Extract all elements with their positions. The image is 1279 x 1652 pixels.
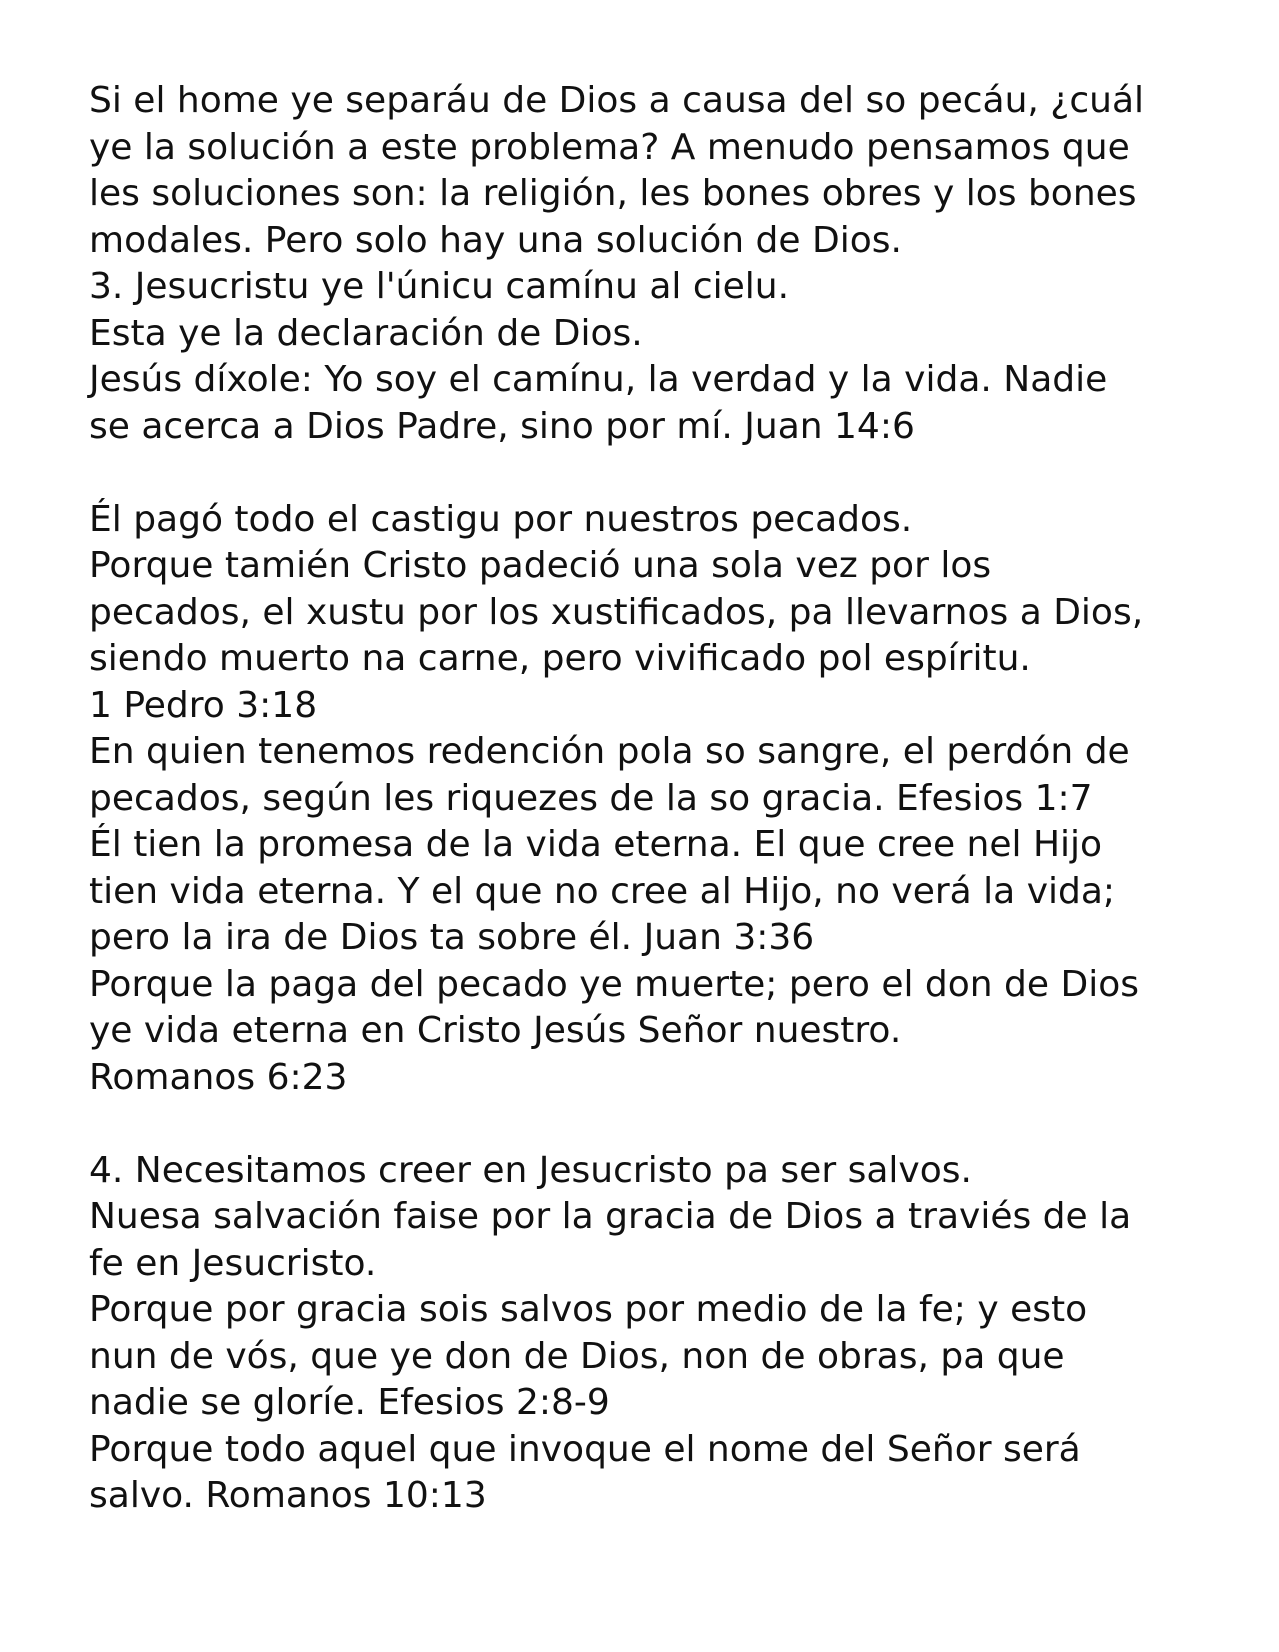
text-line: ye la solución a este problema? A menudo pensamos que — [89, 126, 1130, 168]
text-line: Él tien la promesa de la vida eterna. El que cree nel Hijo — [89, 824, 1103, 865]
text-line: pecados, según les riquezes de la so gracia. Efesios 1:7 — [89, 777, 1093, 819]
text-line: ye vida eterna en Cristo Jesús Señor nuestro. — [89, 1010, 902, 1051]
text-line: pecados, el xustu por los xustificados, pa llevarnos a Dios, — [89, 591, 1144, 633]
text-line: Porque todo aquel que invoque el nome del Señor será — [89, 1428, 1081, 1470]
text-line: tien vida eterna. Y el que no cree al Hijo, no verá la vida; — [89, 870, 1116, 912]
text-line: nun de vós, que ye don de Dios, non de obras, pa que — [89, 1335, 1065, 1377]
text-line: se acerca a Dios Padre, sino por mí. Juan 14:6 — [89, 405, 915, 447]
section-heading: 3. Jesucristu ye l'únicu camínu al cielu. — [89, 266, 790, 307]
text-line: Porque la paga del pecado ye muerte; pero el don de Dios — [89, 963, 1139, 1005]
text-line: Porque por gracia sois salvos por medio de la fe; y esto — [89, 1289, 1088, 1330]
text-line: Él pagó todo el castigu por nuestros pecados. — [89, 498, 913, 540]
document-page — [89, 78, 1219, 1520]
text-line: siendo muerto na carne, pero vivificado pol espíritu. — [89, 638, 1031, 679]
text-line: nadie se gloríe. Efesios 2:8-9 — [89, 1382, 610, 1423]
text-line: Jesús díxole: Yo soy el camínu, la verdad y la vida. Nadie — [89, 359, 1108, 400]
text-line: pero la ira de Dios ta sobre él. Juan 3:36 — [89, 917, 815, 958]
text-line: salvo. Romanos 10:13 — [89, 1475, 487, 1516]
blank-line — [89, 1101, 1219, 1148]
text-line: fe en Jesucristo. — [89, 1242, 377, 1284]
text-line: En quien tenemos redención pola so sangre, el perdón de — [89, 731, 1130, 772]
text-line: 1 Pedro 3:18 — [89, 684, 318, 726]
text-line: Nuesa salvación faise por la gracia de Dios a traviés de la — [89, 1196, 1132, 1237]
section-heading: 4. Necesitamos creer en Jesucristo pa ser salvos. — [89, 1149, 972, 1191]
text-line: modales. Pero solo hay una solución de Dios. — [89, 219, 902, 261]
text-line: Porque tamién Cristo padeció una sola vez por los — [89, 545, 992, 586]
text-line: Romanos 6:23 — [89, 1056, 348, 1098]
text-line: Si el home ye separáu de Dios a causa del so pecáu, ¿cuál — [89, 80, 1145, 121]
text-line: les soluciones son: la religión, les bones obres y los bones — [89, 173, 1137, 214]
blank-line — [89, 450, 1219, 497]
text-line: Esta ye la declaración de Dios. — [89, 312, 643, 354]
